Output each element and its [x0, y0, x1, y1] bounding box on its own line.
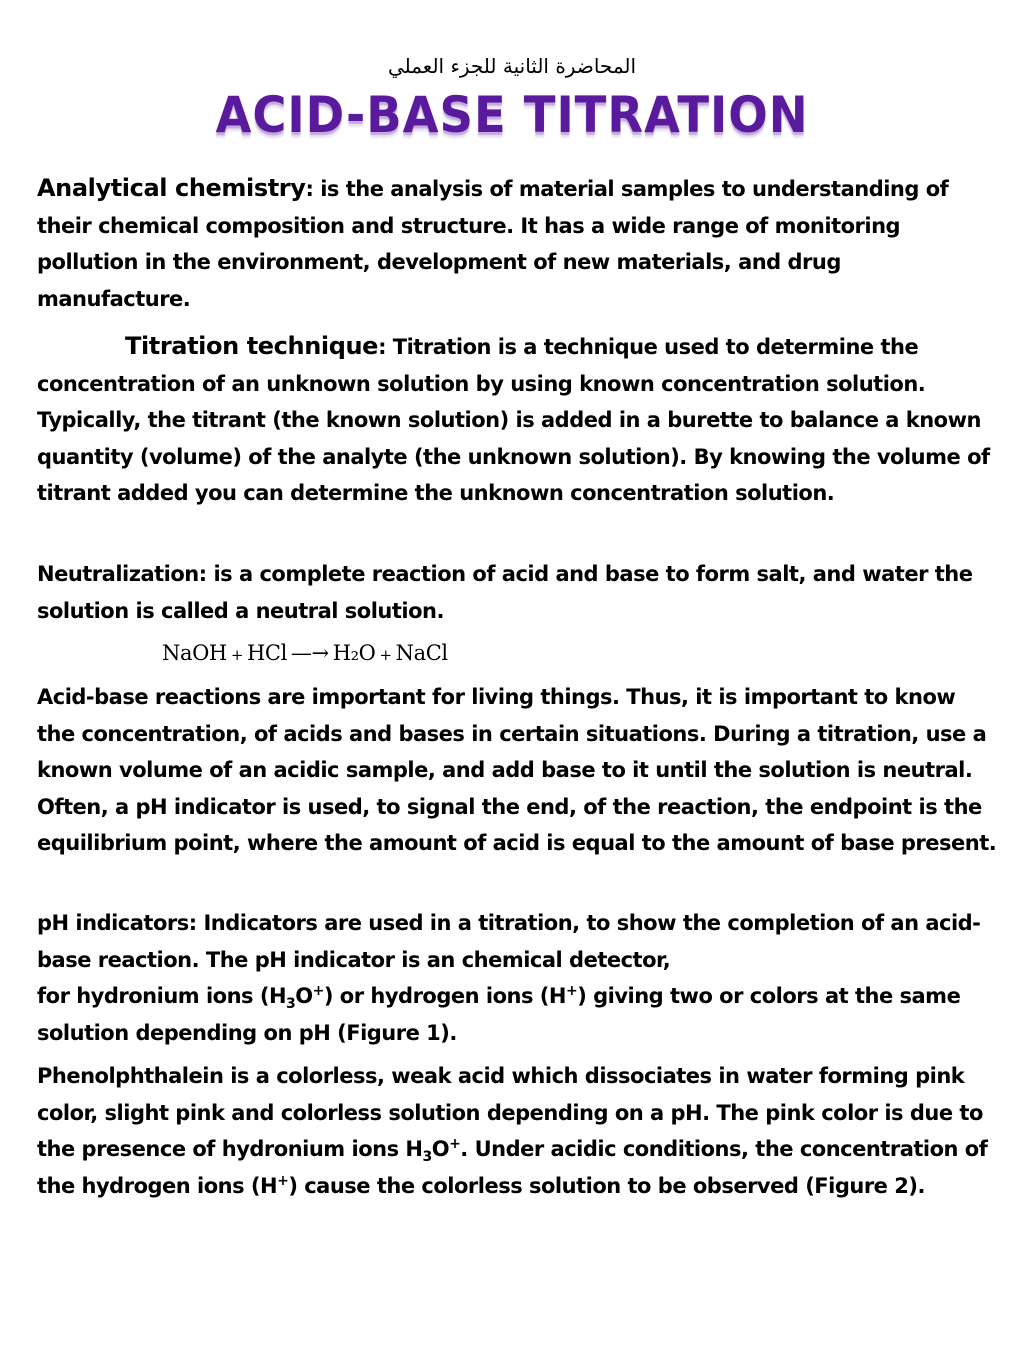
page-title: ACID-BASE TITRATION	[215, 86, 809, 144]
paragraph-titration-technique	[37, 328, 999, 512]
ph-indicators-text-part: ) giving two or colors at the same solution depending on pH (Figure 1).	[37, 984, 961, 1045]
term-analytical-chemistry: Analytical chemistry	[37, 174, 306, 202]
reactant-naoh: NaOH	[162, 641, 227, 665]
phenolphthalein-text-part: . Under acidic conditions, the concentration of the hydrogen ions (H	[37, 1137, 988, 1198]
superscript-plus: +	[449, 1136, 461, 1152]
superscript-plus: +	[565, 983, 578, 999]
neutralization-equation	[162, 638, 448, 670]
reactant-hcl: HCl	[247, 641, 287, 665]
paragraph-ph-indicators	[37, 905, 999, 1051]
arabic-lecture-heading: المحاضرة الثانية للجزء العملي	[387, 54, 637, 78]
oxygen-symbol: O	[295, 984, 313, 1008]
reaction-arrow: —→	[290, 641, 329, 665]
paragraph-analytical-chemistry	[37, 170, 999, 317]
ph-indicators-text: pH indicators: Indicators are used in a titration, to show the completion of an acid-base reaction. The pH indicator is an chemical detector,	[37, 911, 981, 972]
ph-indicators-text-part: ) or hydrogen ions (H	[323, 984, 566, 1008]
analytical-chemistry-definition: : is the analysis of material samples to understanding of their chemical composition and structure. It has a wide range of monitoring pollution in the environment, development of new materials, and drug manufacture.	[37, 177, 949, 311]
term-titration-technique: Titration technique	[125, 332, 379, 360]
product-nacl: NaCl	[395, 641, 448, 665]
plus-sign: +	[379, 646, 392, 664]
paragraph-phenolphthalein	[37, 1058, 999, 1204]
subscript-3: 3	[286, 996, 296, 1013]
titration-technique-definition: : Titration is a technique used to determine the concentration of an unknown solution by using known concentration solution. Typically, the titrant (the known solution) is added in a burette to balance a known quantity (volume) of the analyte (the unknown solution). By knowing the volume of titrant added you can determine the unknown concentration solution.	[37, 335, 990, 505]
product-water: H₂O	[332, 641, 376, 665]
paragraph-acid-base-reactions: Acid-base reactions are important for living things. Thus, it is important to know the concentration, of acids and bases in certain situations. During a titration, use a known volume of an acidic sample, and add base to it until the solution is neutral. Often, a pH indicator is used, to signal the end, of the reaction, the endpoint is the equilibrium point, where the amount of acid is equal to the amount of base present.	[37, 685, 997, 855]
subscript-3: 3	[422, 1149, 432, 1166]
phenolphthalein-text-part: ) cause the colorless solution to be observed (Figure 2).	[288, 1173, 925, 1198]
ph-indicators-text-part: for hydronium ions (H	[37, 984, 287, 1008]
superscript-plus: +	[312, 983, 324, 999]
paragraph-neutralization: Neutralization: is a complete reaction of acid and base to form salt, and water the solution is called a neutral solution.	[37, 562, 973, 623]
plus-sign: +	[230, 646, 243, 664]
superscript-plus: +	[277, 1172, 289, 1189]
oxygen-symbol: O	[431, 1137, 450, 1161]
phenolphthalein-text-part: Phenolphthalein is a colorless, weak acid which dissociates in water forming pink color, slight pink and colorless solution depending on a pH. The pink color is due to the presence of hydronium ions H	[37, 1064, 983, 1161]
